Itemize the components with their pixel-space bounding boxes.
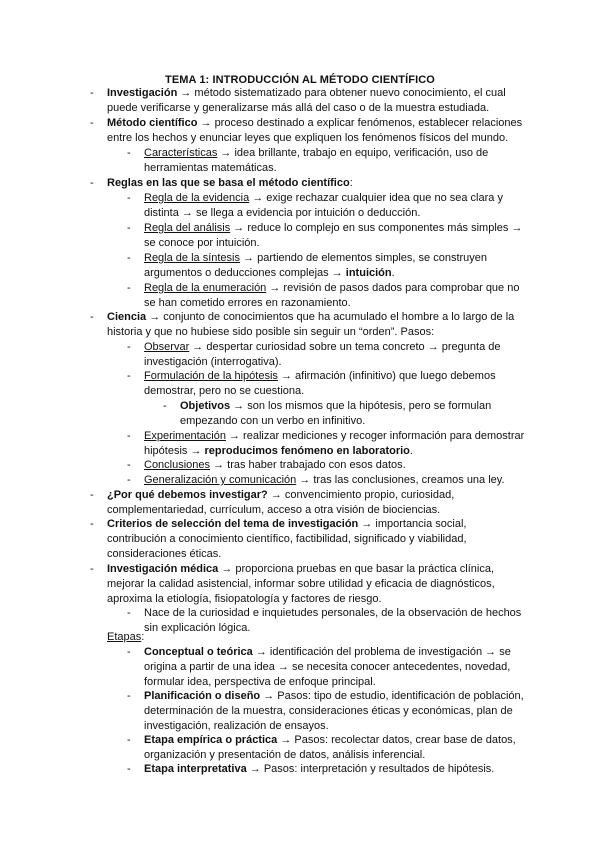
- bold-term: reproducimos fenómeno en laboratorio: [204, 445, 410, 457]
- bullet-dash-icon: -: [127, 341, 131, 353]
- underlined-term: Regla del análisis: [144, 222, 231, 234]
- list-item: [127, 340, 528, 370]
- list-item: [127, 458, 528, 473]
- text-run: → conjunto de conocimientos que ha acumulado el hombre a lo largo de la historia y que no hubiese sido posible sin seguir un “orden”. Pasos:: [107, 311, 515, 338]
- list-item-text: [144, 191, 528, 221]
- list-item: [127, 191, 528, 221]
- list-item-text: [144, 762, 528, 777]
- text-run: → identificación del problema de investigación → se origina a partir de una idea → se necesita conocer antecedentes, novedad, formular idea, perspectiva de enfoque principal.: [144, 646, 511, 688]
- text-run: → afirmación (infinitivo) que luego debemos demostrar, pero no se cuestiona.: [144, 370, 496, 397]
- list-item: [127, 146, 528, 176]
- text-run: → importancia social, contribución a conocimiento científico, factibilidad, significado y viabilidad, consideraciones éticas.: [107, 518, 467, 560]
- list-item: [90, 86, 527, 116]
- bullet-dash-icon: -: [127, 763, 131, 775]
- page-title: TEMA 1: INTRODUCCIÓN AL MÉTODO CIENTÍFICO: [165, 74, 435, 86]
- text-run: → partiendo de elementos simples, se construyen argumentos o deducciones complejas →: [144, 252, 488, 279]
- bold-term: Conceptual o teórica: [144, 646, 253, 658]
- underlined-term: Generalización y comunicación: [144, 474, 297, 486]
- list-item: [127, 251, 528, 281]
- bullet-dash-icon: -: [127, 252, 131, 264]
- bold-term: Reglas en las que se basa el método científico: [107, 177, 350, 189]
- underlined-term: Conclusiones: [144, 459, 211, 471]
- list-item-text: [144, 429, 528, 459]
- text-run: → tras las conclusiones, creamos una ley.: [296, 474, 505, 486]
- list-item-text: [107, 562, 527, 607]
- text-run: → realizar mediciones y recoger información para demostrar hipótesis →: [144, 430, 525, 457]
- list-item: [127, 221, 528, 251]
- list-item-text: [144, 733, 528, 763]
- list-item-text: [144, 281, 528, 311]
- bullet-dash-icon: -: [127, 370, 131, 382]
- bullet-dash-icon: -: [90, 177, 94, 189]
- bold-term: intuición: [345, 267, 392, 279]
- text-run: → Pasos: interpretación y resultados de hipótesis.: [246, 763, 495, 775]
- bold-term: Investigación: [107, 87, 178, 99]
- bullet-dash-icon: -: [127, 690, 131, 702]
- list-item-text: [144, 146, 528, 176]
- bullet-dash-icon: -: [90, 311, 94, 323]
- text-run: → reduce lo complejo en sus componentes más simples → se conoce por intuición.: [144, 222, 523, 249]
- list-item-text: [144, 369, 528, 399]
- bullet-dash-icon: -: [127, 192, 131, 204]
- list-item: [163, 399, 528, 429]
- bullet-dash-icon: -: [90, 518, 94, 530]
- underlined-term: Regla de la evidencia: [144, 192, 250, 204]
- list-item: [90, 310, 527, 340]
- text-run: :: [141, 631, 145, 643]
- list-item: [127, 473, 528, 488]
- bullet-dash-icon: -: [90, 563, 94, 575]
- list-item: [90, 116, 527, 146]
- list-item: [127, 689, 528, 734]
- bold-term: Etapa empírica o práctica: [144, 734, 278, 746]
- list-item-text: [144, 251, 528, 281]
- list-item-text: [144, 473, 528, 488]
- underlined-term: Formulación de la hipótesis: [144, 370, 278, 382]
- bullet-dash-icon: -: [127, 474, 131, 486]
- bold-term: Criterios de selección del tema de investigación: [107, 518, 359, 530]
- list-item: [127, 281, 528, 311]
- list-item-text: [144, 340, 528, 370]
- underlined-term: Características: [144, 147, 218, 159]
- list-item-text: [107, 310, 527, 340]
- text-run: .: [391, 267, 395, 279]
- bold-term: Planificación o diseño: [144, 690, 261, 702]
- bold-term: Investigación médica: [107, 563, 219, 575]
- bullet-dash-icon: -: [163, 400, 167, 412]
- bullet-dash-icon: -: [90, 117, 94, 129]
- text-run: .: [409, 445, 413, 457]
- list-item: [127, 606, 528, 636]
- list-item: [127, 645, 528, 690]
- bullet-dash-icon: -: [90, 489, 94, 501]
- list-item: [127, 733, 528, 763]
- list-item: [127, 369, 528, 399]
- text-run: → revisión de pasos dados para comprobar que no se han cometido errores en razonamiento.: [144, 282, 520, 309]
- list-item-text: [107, 517, 527, 562]
- bullet-dash-icon: -: [127, 282, 131, 294]
- text-run: → despertar curiosidad sobre un tema concreto → pregunta de investigación (interrogativa).: [144, 341, 501, 368]
- underlined-term: Regla de la síntesis: [144, 252, 240, 264]
- text-run: → proporciona pruebas en que basar la práctica clínica, mejorar la calidad asistencial, informar sobre utilidad y eficacia de diagnósticos, aproxima la etiología, fisiopatología y factores de riesgo.: [107, 563, 495, 605]
- list-item: [107, 630, 144, 645]
- bold-term: Ciencia: [107, 311, 147, 323]
- underlined-term: Experimentación: [144, 430, 226, 442]
- list-item: [90, 517, 527, 562]
- list-item: [90, 488, 527, 518]
- bold-term: Etapa interpretativa: [144, 763, 247, 775]
- bullet-dash-icon: -: [127, 646, 131, 658]
- list-item-text: [144, 458, 528, 473]
- text-run: → Pasos: tipo de estudio, identificación de población, determinación de la muestra, consideraciones éticas y económicas, plan de investigación, realización de ensayos.: [144, 690, 524, 732]
- bullet-dash-icon: -: [127, 147, 131, 159]
- list-item: [127, 762, 528, 777]
- bold-term: Método científico: [107, 117, 198, 129]
- list-item: [90, 562, 527, 607]
- text-run: → proceso destinado a explicar fenómenos, establecer relaciones entre los hechos y enunciar leyes que expliquen los fenómenos físicos del mundo.: [107, 117, 523, 144]
- bullet-dash-icon: -: [90, 87, 94, 99]
- text-run: → Pasos: recolectar datos, crear base de datos, organización y presentación de datos, análisis inferencial.: [144, 734, 516, 761]
- list-item-text: [180, 399, 528, 429]
- list-item: [90, 176, 527, 191]
- text-run: → exige rechazar cualquier idea que no sea clara y distinta → se llega a evidencia por intuición o deducción.: [144, 192, 503, 219]
- bold-term: ¿Por qué debemos investigar?: [107, 489, 268, 501]
- list-item-text: [107, 86, 527, 116]
- text-run: Nace de la curiosidad e inquietudes personales, de la observación de hechos sin explicación lógica.: [144, 607, 522, 634]
- list-item-text: [107, 630, 144, 645]
- bullet-dash-icon: -: [127, 222, 131, 234]
- list-item-text: [107, 116, 527, 146]
- text-run: → método sistematizado para obtener nuevo conocimiento, el cual puede verificarse y generalizarse más allá del caso o de la muestra estudiada.: [107, 87, 506, 114]
- list-item-text: [144, 645, 528, 690]
- text-run: → convencimiento propio, curiosidad, complementariedad, currículum, acceso a otra visión de biociencias.: [107, 489, 455, 516]
- list-item-text: [107, 176, 527, 191]
- list-item-text: [107, 488, 527, 518]
- text-run: → son los mismos que la hipótesis, pero se formulan empezando con un verbo en infinitivo.: [180, 400, 492, 427]
- bullet-dash-icon: -: [127, 734, 131, 746]
- list-item-text: [144, 606, 528, 636]
- underlined-term: Etapas: [107, 631, 142, 643]
- bullet-dash-icon: -: [127, 430, 131, 442]
- underlined-term: Observar: [144, 341, 190, 353]
- list-item-text: [144, 689, 528, 734]
- bullet-dash-icon: -: [127, 607, 131, 619]
- text-run: → tras haber trabajado con esos datos.: [210, 459, 406, 471]
- bullet-dash-icon: -: [127, 459, 131, 471]
- list-item: [127, 429, 528, 459]
- bold-term: Objetivos: [180, 400, 231, 412]
- list-item-text: [144, 221, 528, 251]
- underlined-term: Regla de la enumeración: [144, 282, 267, 294]
- text-run: → idea brillante, trabajo en equipo, verificación, uso de herramientas matemáticas.: [144, 147, 489, 174]
- text-run: :: [349, 177, 353, 189]
